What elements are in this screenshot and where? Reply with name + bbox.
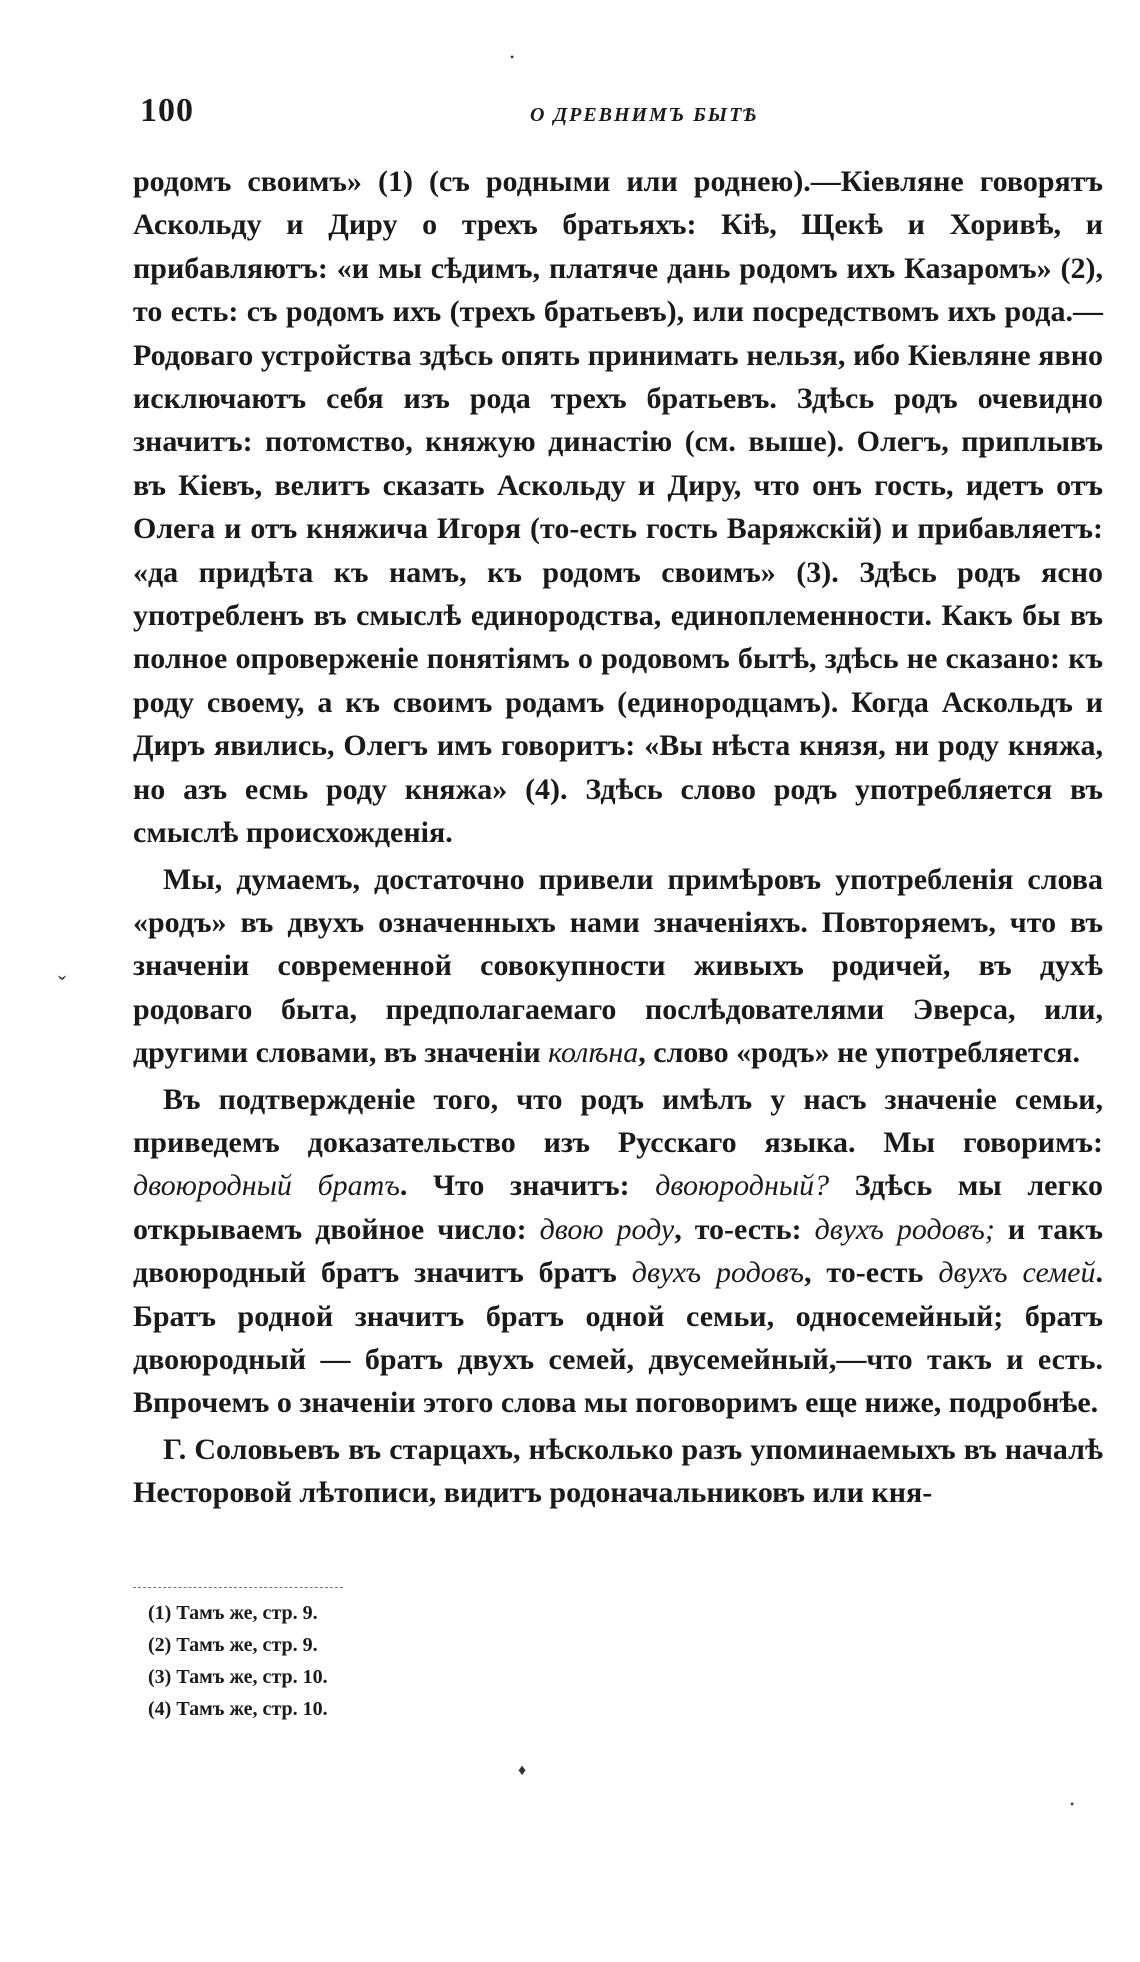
paragraph-text: Здѣсь мы легко открываемъ двойное число:: [133, 1169, 1103, 1246]
italic-text: двою роду: [539, 1212, 675, 1246]
ink-speck-right: •: [1070, 1797, 1075, 1811]
footnotes: [148, 1597, 328, 1725]
footnote-2: (2) Тамъ же, стр. 9.: [148, 1634, 318, 1656]
italic-text: двухъ родовъ: [631, 1256, 804, 1290]
paragraph-text: , то-есть: [803, 1256, 939, 1290]
paragraph: [133, 858, 1103, 1075]
paragraph-text: родомъ своимъ» (1) (съ родными или роднею).—Кіевляне говорятъ Аскольду и Диру о трехъ братьяхъ: Кіѣ, Щекѣ и Хоривѣ, и прибавляютъ: «и мы сѣдимъ, платяче дань родомъ ихъ Казаромъ» (2), то есть: съ родомъ ихъ (трехъ братьевъ), или посредствомъ ихъ рода.—Родоваго устройства здѣсь опять принимать нельзя, ибо Кіевляне явно исключаютъ себя изъ рода трехъ братьевъ. Здѣсь родъ очевидно значитъ: потомство, княжую династію (см. выше). Олегъ, приплывъ въ Кіевъ, велитъ сказать Аскольду и Диру, что онъ гость, идетъ отъ Олега и отъ княжича Игоря (то-есть гость Варяжскій) и прибавляетъ: «да придѣта къ намъ, къ родомъ своимъ» (3). Здѣсь родъ ясно употребленъ въ смыслѣ единородства, единоплеменности. Какъ бы въ полное опроверженіе понятіямъ о родовомъ бытѣ, здѣсь не сказано: къ роду своему, а къ своимъ родамъ (единородцамъ). Когда Аскольдъ и Диръ явились, Олегъ имъ говоритъ: «Вы нѣста князя, ни роду княжа, но азъ есмь роду княжа» (4). Здѣсь слово родъ употребляется въ смыслѣ происхожденія.: [133, 165, 1103, 850]
paragraph: [133, 1078, 1103, 1425]
italic-text: колѣна: [548, 1036, 639, 1070]
paragraph-text: . Что значитъ:: [399, 1169, 656, 1203]
italic-text: двоюродный?: [655, 1169, 830, 1203]
ink-speck: •: [510, 50, 515, 64]
paragraph-text: , то-есть:: [674, 1212, 815, 1246]
italic-text: двоюродный братъ: [133, 1169, 400, 1203]
paragraph-text: . Братъ родной значитъ братъ одной семьи, односемейный; братъ двоюродный — братъ двухъ семей, двусемейный,—что такъ и есть. Впрочемъ о значеніи этого слова мы поговоримъ еще ниже, подробнѣе.: [133, 1256, 1103, 1420]
paragraph-text: , слово «родъ» не употребляется.: [638, 1036, 1081, 1070]
margin-pencil-mark: ˇ: [58, 973, 66, 999]
italic-text: двухъ семей: [938, 1256, 1096, 1290]
italic-text: двухъ родовъ;: [814, 1212, 995, 1246]
paragraph-text: и такъ двоюродный братъ значитъ братъ: [133, 1212, 1104, 1290]
paragraph: [133, 160, 1103, 855]
paragraph-text: Мы, думаемъ, достаточно привели примѣровъ употребленія слова «родъ» въ двухъ означенныхъ нами значеніяхъ. Повторяемъ, что въ значеніи современной совокупности живыхъ родичей, въ духѣ родоваго быта, предполагаемаго послѣдователями Эверса, или, другими словами, въ значеніи: [133, 862, 1103, 1070]
ink-dot: ♦: [518, 1762, 527, 1779]
footnote-4: (4) Тамъ же, стр. 10.: [148, 1698, 328, 1720]
footnote-3: (3) Тамъ же, стр. 10.: [148, 1666, 328, 1688]
footnote-1: (1) Тамъ же, стр. 9.: [148, 1602, 318, 1624]
running-title: О ДРЕВНИМЪ БЫТѢ: [530, 104, 759, 126]
main-text: [133, 160, 1103, 1515]
page-header: [140, 92, 1100, 132]
paragraph-text: Г. Соловьевъ въ старцахъ, нѣсколько разъ упоминаемыхъ въ началѣ Несторовой лѣтописи, видитъ родоначальниковъ или кня-: [133, 1432, 1103, 1510]
footnote-separator: [133, 1587, 343, 1588]
paragraph-text: Въ подтвержденіе того, что родъ имѣлъ у насъ значеніе семьи, приведемъ доказательство изъ Русскаго языка. Мы говоримъ:: [133, 1082, 1103, 1159]
page-number: 100: [140, 92, 194, 129]
paragraph: [133, 1428, 1103, 1515]
